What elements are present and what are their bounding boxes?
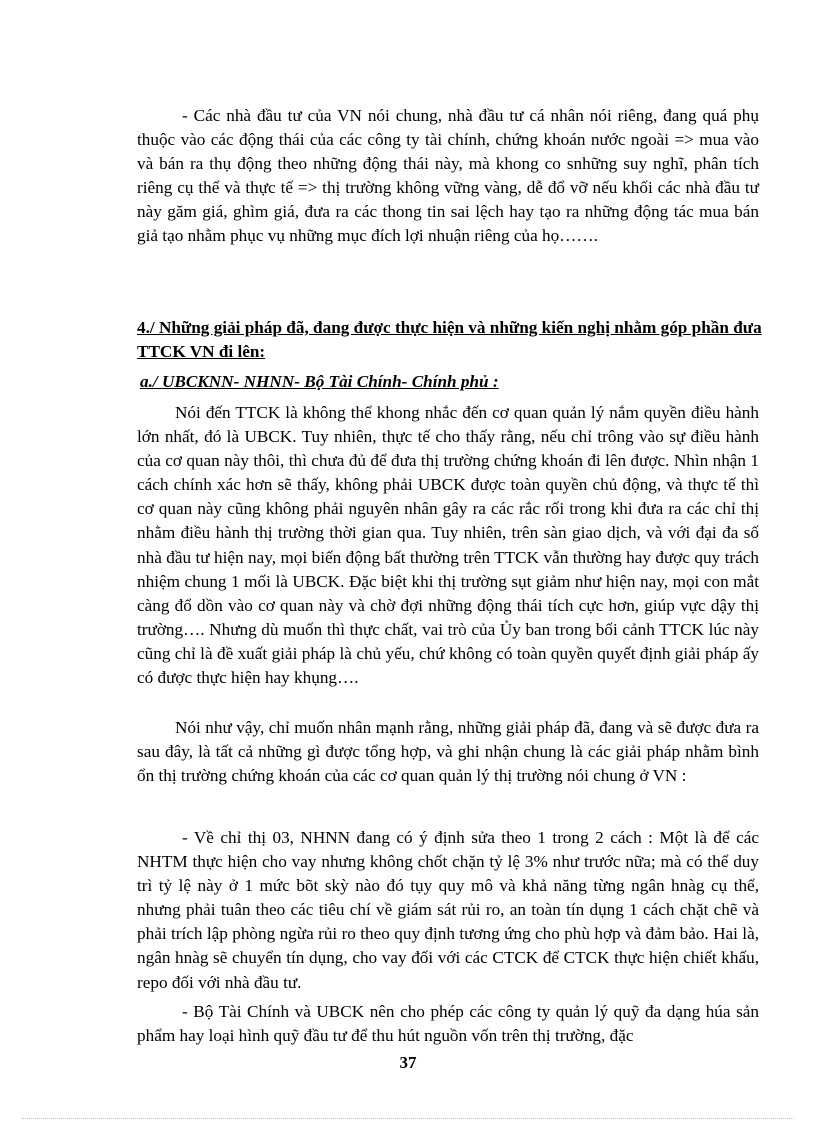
paragraph-investors-dependence: - Các nhà đầu tư của VN nói chung, nhà đầu tư cá nhân nói riêng, đang quá phụ thuộc vào các động thái của các công ty tài chính, chứng khoán nước ngoài => mua vào và bán ra thụ động theo những động thái này, mà khong co snhững suy nghĩ, phân tích riêng cụ thể và thực tế => thị trường không vững vàng, dễ đổ vỡ nếu khối các nhà đầu tư này găm giá, ghìm giá, đưa ra các thong tin sai lệch hay tạo ra những động tác mua bán giả tạo nhằm phục vụ những mục đích lợi nhuận riêng của họ……. — [137, 106, 759, 246]
paragraph-ubck-role: Nói đến TTCK là không thể khong nhắc đến cơ quan quản lý nắm quyền điều hành lớn nhất, đó là UBCK. Tuy nhiên, thực tế cho thấy rằng, nếu chỉ trông vào sự điều hành của cơ quan này thôi, thì chưa đủ để đưa thị trường chứng khoán đi lên được. Nhìn nhận 1 cách chính xác hơn sẽ thấy, không phải UBCK được toàn quyền chủ động, và thực tế thì cơ quan này cũng không phải nguyên nhân gây ra các rắc rối trong khi đưa ra các chỉ thị nhằm điều hành thị trường thời gian qua. Tuy nhiên, trên sàn giao dịch, và với đại đa số nhà đầu tư hiện nay, mọi biến động bất thường trên TTCK vẫn thường hay được quy trách nhiệm chung 1 mối là UBCK. Đặc biệt khi thị trường sụt giảm như hiện nay, mọi con mắt càng đổ dồn vào cơ quan này và chờ đợi những động thái tích cực hơn, giúp vực dậy thị trường…. Nhưng dù muốn thì thực chất, vai trò của Ủy ban trong bối cảnh TTCK lúc này cũng chỉ là đề xuất giải pháp là chủ yếu, chứ không có toàn quyền quyết định giải pháp ấy có được thực hiện hay khụng…. — [137, 403, 759, 688]
page-number: 37 — [399, 1053, 417, 1072]
paragraph-directive-03: - Về chỉ thị 03, NHNN đang có ý định sửa theo 1 trong 2 cách : Một là để các NHTM thực hiện cho vay nhưng không chốt chặn tỷ lệ 3% như trước nữa; mà có thể duy trì tỷ lệ này ở 1 mức bõt skỳ nào đó tụy quy mô và khả năng từng ngân hnàg cụ thể, nhưng phải tuân theo các tiêu chí về giám sát rủi ro, an toàn tín dụng 1 cách chặt chẽ và phải trích lập phòng ngừa rủi ro theo quy định tương ứng cho phù hợp và đảm bảo. Hai là, ngân hnàg sẽ chuyển tín dụng, cho vay đối với các CTCK để CTCK thực hiện chiết khấu, repo đối với nhà đầu tư. — [137, 828, 759, 992]
subsection-heading: a./ UBCKNN- NHNN- Bộ Tài Chính- Chính phủ : — [140, 372, 499, 391]
paragraph-solutions-intro: Nói như vậy, chỉ muốn nhân mạnh rằng, những giải pháp đã, đang và sẽ được đưa ra sau đây, là tất cả những gì được tổng hợp, và ghi nhận chung là các giải pháp nhằm bình ổn thị trường chứng khoán của các cơ quan quản lý thị trường nói chung ở VN : — [137, 718, 759, 786]
paragraph-fund-diversification: - Bộ Tài Chính và UBCK nên cho phép các công ty quản lý quỹ đa dạng húa sản phẩm hay loại hình quỹ đầu tư để thu hút nguồn vốn trên thị trường, đặc — [137, 1002, 759, 1046]
page-bottom-divider — [22, 1118, 794, 1119]
section-heading: 4./ Những giải pháp đã, đang được thực hiện và những kiến nghị nhằm góp phần đưa TTCK VN đi lên: — [137, 318, 762, 361]
